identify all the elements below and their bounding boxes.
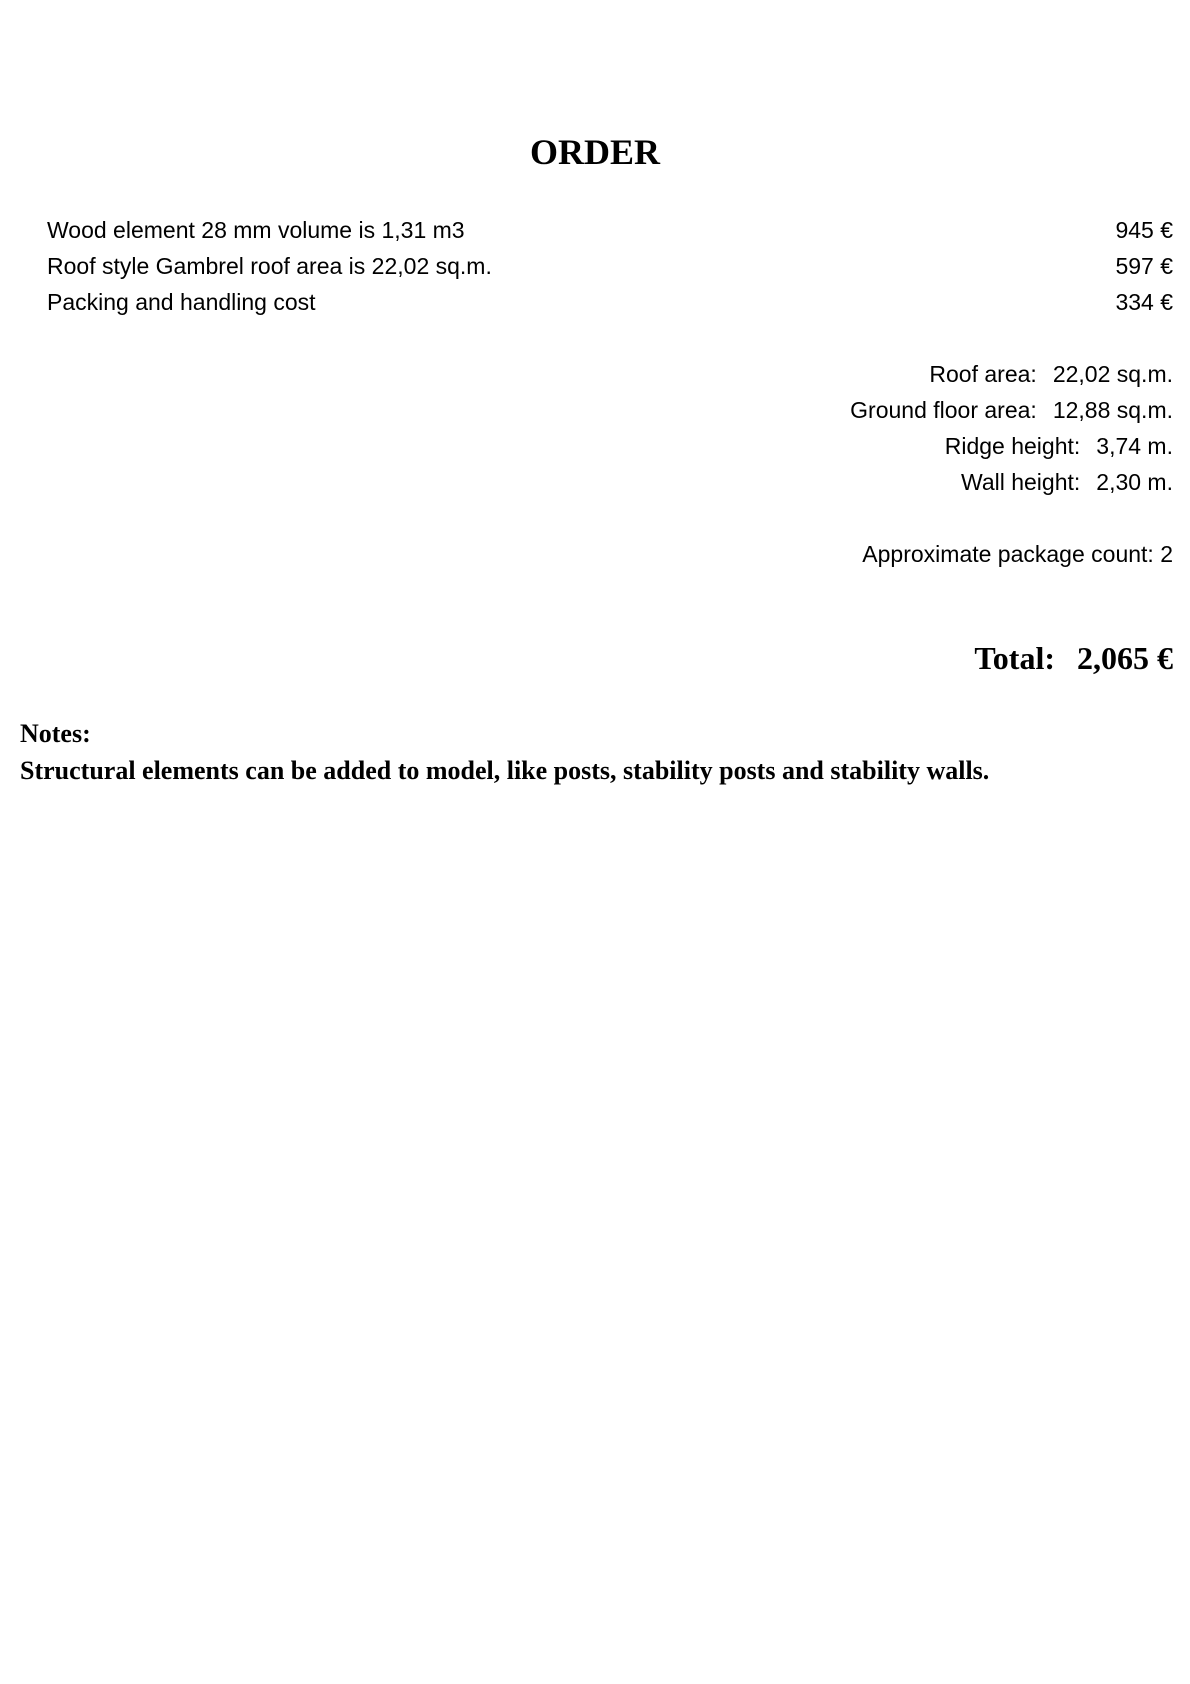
total-label: Total: (974, 640, 1055, 676)
item-price: 945 € (1115, 217, 1173, 243)
notes-section (20, 715, 1170, 789)
building-specs (850, 356, 1173, 500)
order-item-row (47, 284, 1173, 320)
spec-value: 22,02 sq.m. (1052, 361, 1173, 387)
spec-label: Roof area: (929, 361, 1037, 387)
spec-row-roof-area (850, 356, 1173, 392)
spec-value: 12,88 sq.m. (1052, 397, 1173, 423)
order-items-list (47, 212, 1173, 320)
page-title: ORDER (529, 132, 660, 172)
spec-row-ground-floor-area (850, 392, 1173, 428)
spec-label: Ground floor area: (850, 397, 1037, 423)
order-item-row (47, 212, 1173, 248)
spec-label: Ridge height: (944, 433, 1081, 459)
spec-value: 2,30 m. (1096, 469, 1173, 495)
item-price: 597 € (1115, 253, 1173, 279)
item-description: Wood element 28 mm volume is 1,31 m3 (47, 217, 465, 243)
spec-value: 3,74 m. (1096, 433, 1173, 459)
order-item-row (47, 248, 1173, 284)
notes-heading: Notes: (20, 719, 91, 748)
total-value: 2,065 € (1077, 640, 1173, 676)
item-description: Roof style Gambrel roof area is 22,02 sq.m. (47, 253, 492, 279)
spec-label: Wall height: (960, 469, 1081, 495)
item-price: 334 € (1115, 289, 1173, 315)
item-description: Packing and handling cost (47, 289, 316, 315)
order-total (974, 636, 1173, 680)
notes-text: Structural elements can be added to model, like posts, stability posts and stability walls. (20, 756, 990, 785)
spec-row-ridge-height (850, 428, 1173, 464)
spec-row-wall-height (850, 464, 1173, 500)
package-count: Approximate package count: 2 (862, 541, 1173, 567)
